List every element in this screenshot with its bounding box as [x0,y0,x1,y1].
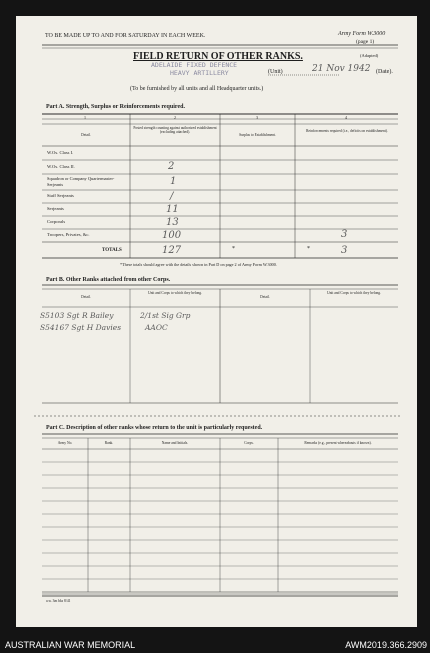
part-c-header-army-no: Army No. [57,441,73,445]
part-a-col-number: 1 [84,115,86,120]
part-a-header-surplus: Surplus to Establishment. [239,133,276,137]
reinf-troopers: 3 [341,229,348,240]
part-a-col-number: 4 [345,115,347,120]
posted-troopers: 100 [162,230,182,241]
part-a-header-reinforcements: Reinforcements required (i.e., deficits on establishment). [306,129,388,133]
page-note: (page 1) [356,39,375,45]
part-b-header-detail-2: Detail. [260,295,270,299]
unit-stamp-line1: ADELAIDE FIXED DEFENCE [151,61,238,69]
printer-note: a.w. 3m bks 8/41 [46,599,71,603]
archive-caption-right: AWM2019.366.2909 [345,640,427,650]
form-number: Army Form W.3000 [338,31,386,37]
part-b-header-unit-2: Unit and Corps to which they belong. [327,291,381,295]
posted-wo-class-2: 2 [168,161,175,172]
furnish-note: (To be furnished by all units and all Headquarter units.) [130,86,264,92]
row-detail-staff-serjeants: Staff Serjeants [47,193,74,198]
totals-reinf-marker: * [307,246,310,252]
row-detail-troopers: Troopers, Privates, &c. [47,232,90,237]
part-a-header-posted: Posted strength counting against authorized establishment (excluding attached). [133,126,217,134]
attached-entry-detail: S5103 Sgt R Bailey [40,311,114,320]
part-a-col-number: 3 [256,115,258,120]
part-a-footnote: *These totals should agree with the details shown in Part D on page 2 of Army Form W.3000. [120,262,277,267]
posted-serjeants: 11 [166,204,179,215]
form-title: FIELD RETURN OF OTHER RANKS. [133,51,303,62]
totals-surplus: * [232,246,235,252]
top-note: TO BE MADE UP TO AND FOR SATURDAY IN EACH WEEK. [45,33,206,39]
part-c-header-corps: Corps. [244,441,254,445]
posted-corporals: 13 [166,217,179,228]
row-detail-wo-class-1: W.Os. Class I. [47,150,74,155]
totals-label: TOTALS [102,248,122,253]
attached-entry-unit: 2/1st Sig Grp [140,311,191,320]
totals-reinf: 3 [341,245,348,256]
part-c-header-rank: Rank. [104,441,114,445]
row-detail-serjeants: Serjeants [47,206,64,211]
unit-label: (Unit) [268,69,283,75]
part-a-title: Part A. Strength, Surplus or Reinforcements required. [46,104,185,110]
attached-entry-detail: S54167 Sgt H Davies [40,323,122,332]
archive-caption-left: AUSTRALIAN WAR MEMORIAL [5,640,136,650]
totals-posted: 127 [162,245,182,256]
row-detail-wo-class-2: W.Os. Class II. [47,164,75,169]
part-c-header-remarks: Remarks (e.g., present whereabouts if known). [304,441,372,445]
posted-staff-serjeants: / [170,191,174,202]
attached-entry-unit: AAOC [145,323,168,332]
part-a-col-number: 2 [174,115,176,120]
part-b-header-unit: Unit and Corps to which they belong. [148,291,202,295]
posted-cqms: 1 [170,176,177,187]
part-a-header-detail: Detail. [81,133,91,137]
part-c-header-name: Name and Initials. [161,441,189,445]
date-handwritten: 21 Nov 1942 [312,64,371,74]
part-c-title: Part C. Description of other ranks whose return to the unit is particularly requested. [46,425,263,431]
adapted-note: (Adapted) [360,53,379,58]
unit-stamp-line2: HEAVY ARTILLERY [170,69,229,77]
row-detail-cqms: Squadron or Company Quartermaster-Serjeants [47,176,115,187]
part-b-header-detail: Detail. [81,295,91,299]
row-detail-corporals: Corporals [47,219,66,224]
date-label: (Date). [376,69,393,75]
part-b-title: Part B. Other Ranks attached from other Corps. [46,277,171,283]
